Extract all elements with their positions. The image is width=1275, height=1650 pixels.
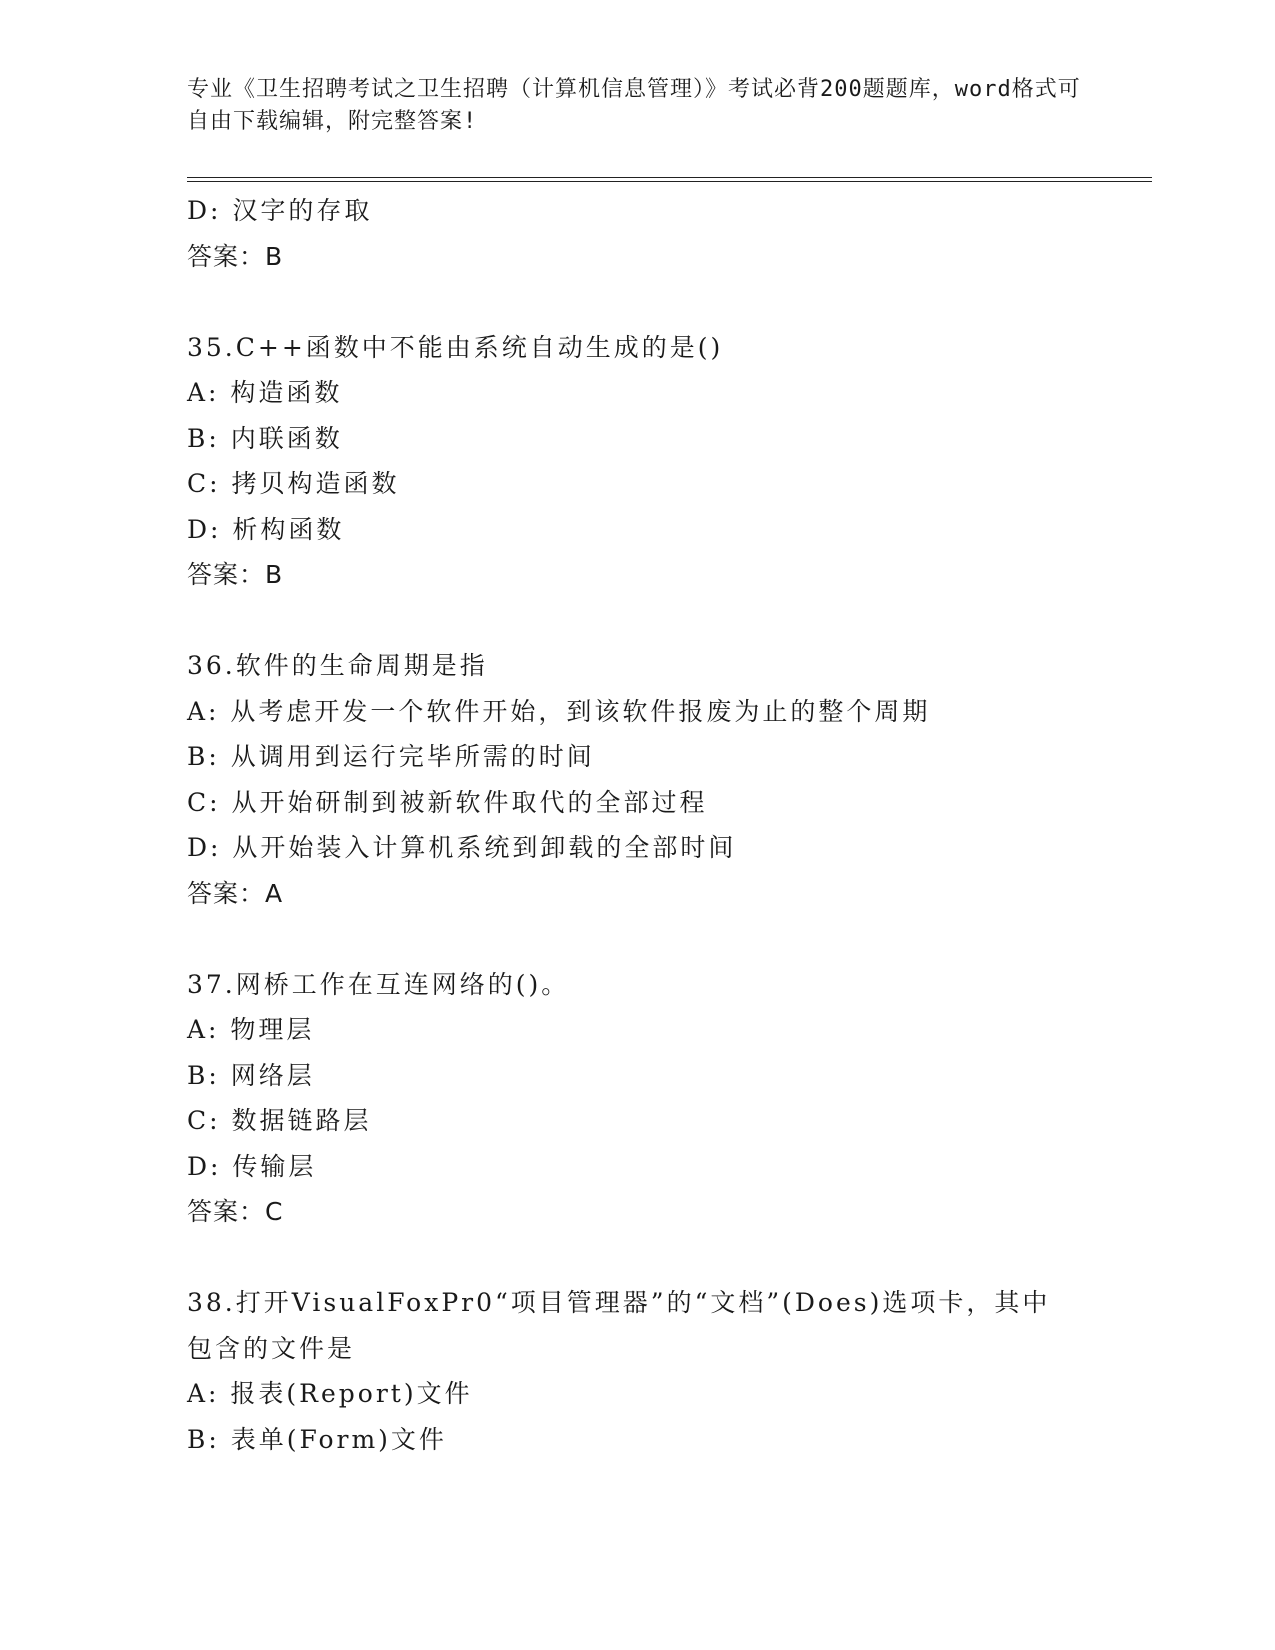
spacer	[187, 916, 1152, 962]
question-stem: 37.网桥工作在互连网络的()。	[187, 969, 570, 999]
option-d: D: 汉字的存取	[187, 196, 373, 225]
spacer	[187, 598, 1152, 644]
spacer	[187, 1235, 1152, 1281]
option-a: A: 报表(Report)文件	[187, 1379, 473, 1408]
option-c: C: 从开始研制到被新软件取代的全部过程	[187, 787, 708, 817]
answer: 答案：B	[187, 241, 284, 271]
question-stem: 35.C++函数中不能由系统自动生成的是()	[187, 332, 724, 362]
option-b: B: 网络层	[187, 1060, 315, 1090]
option-c: C: 拷贝构造函数	[187, 469, 400, 498]
question-stem: 36.软件的生命周期是指	[187, 651, 488, 680]
option-a: A: 物理层	[187, 1015, 315, 1044]
question-stem: 38.打开VisualFoxPr0“项目管理器”的“文档”(Does)选项卡，其中包含的文件是	[187, 1288, 1051, 1363]
option-a: A: 从考虑开发一个软件开始，到该软件报废为止的整个周期	[187, 696, 931, 726]
option-c: C: 数据链路层	[187, 1106, 372, 1135]
answer: 答案：C	[187, 1197, 284, 1226]
option-b: B: 内联函数	[187, 423, 343, 453]
option-a: A: 构造函数	[187, 378, 343, 407]
option-b: B: 表单(Form)文件	[187, 1424, 447, 1454]
option-d: D: 传输层	[187, 1151, 317, 1181]
header-divider	[187, 177, 1152, 182]
document-header: 专业《卫生招聘考试之卫生招聘（计算机信息管理）》考试必背200题题库，word格式可自由下载编辑，附完整答案!	[187, 77, 1081, 134]
answer: 答案：A	[187, 878, 284, 908]
spacer	[187, 279, 1152, 325]
option-b: B: 从调用到运行完毕所需的时间	[187, 742, 595, 771]
question-list	[187, 188, 1152, 1462]
answer: 答案：B	[187, 560, 284, 589]
option-d: D: 从开始装入计算机系统到卸载的全部时间	[187, 833, 737, 862]
option-d: D: 析构函数	[187, 514, 345, 544]
